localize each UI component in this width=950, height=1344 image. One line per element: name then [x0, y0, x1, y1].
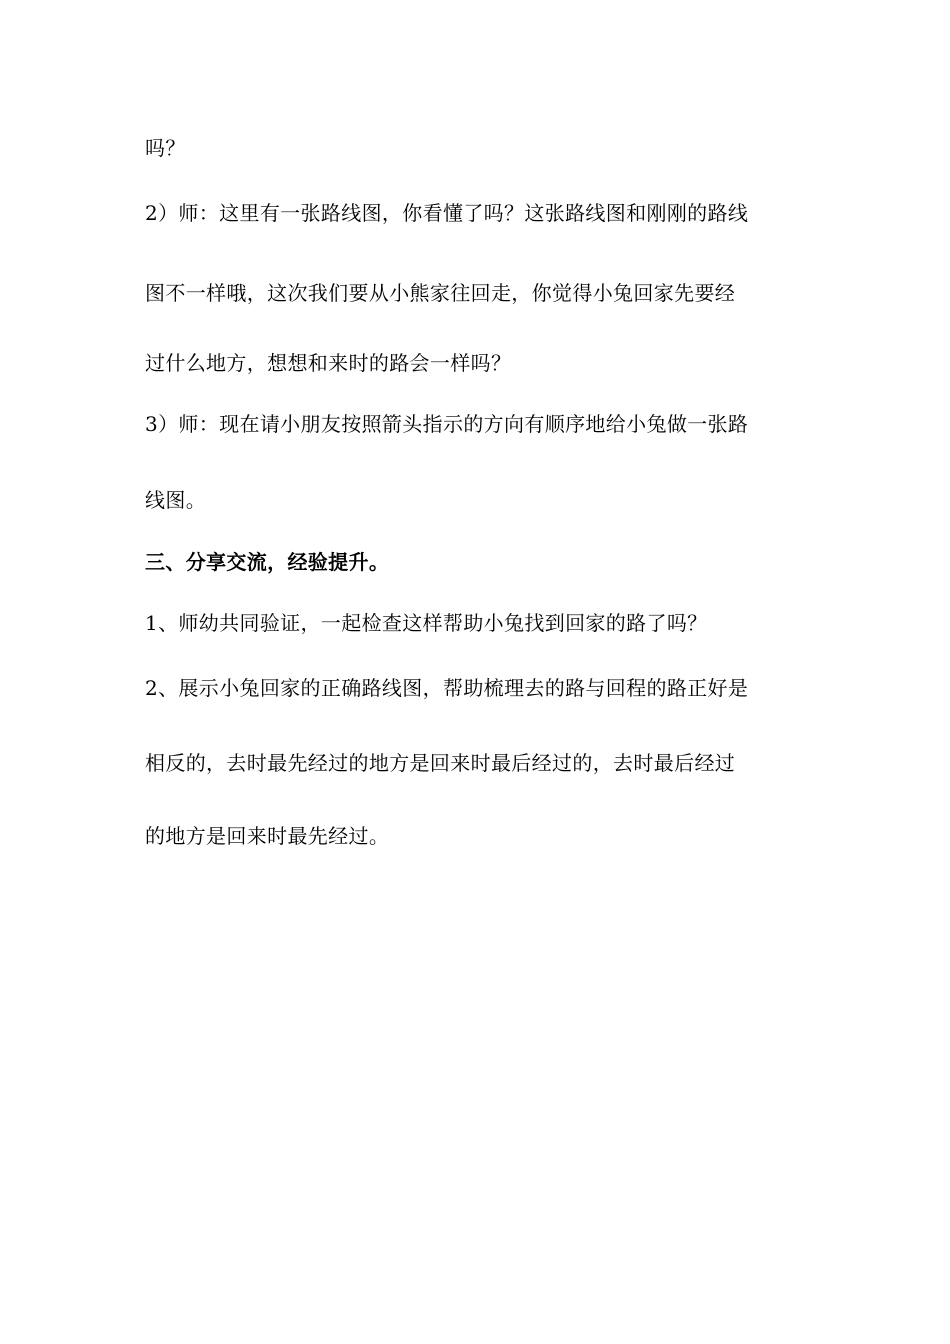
text-line-4: 过什么地方，想想和来时的路会一样吗？: [145, 351, 512, 375]
text-line-8: 1、师幼共同验证，一起检查这样帮助小兔找到回家的路了吗？: [145, 611, 708, 635]
text-line-9: 2、展示小兔回家的正确路线图，帮助梳理去的路与回程的路正好是: [145, 676, 749, 700]
section-heading: 三、分享交流，经验提升。: [145, 550, 390, 574]
text-line-1: 吗？: [145, 136, 186, 160]
text-line-3: 图不一样哦，这次我们要从小熊家往回走，你觉得小兔回家先要经: [145, 281, 736, 305]
text-line-11: 的地方是回来时最先经过。: [145, 824, 390, 848]
text-line-6: 线图。: [145, 488, 207, 512]
text-line-10: 相反的，去时最先经过的地方是回来时最后经过的，去时最后经过: [145, 751, 736, 775]
text-line-5: 3）师：现在请小朋友按照箭头指示的方向有顺序地给小兔做一张路: [145, 412, 749, 436]
text-line-2: 2）师：这里有一张路线图，你看懂了吗？这张路线图和刚刚的路线: [145, 201, 749, 225]
